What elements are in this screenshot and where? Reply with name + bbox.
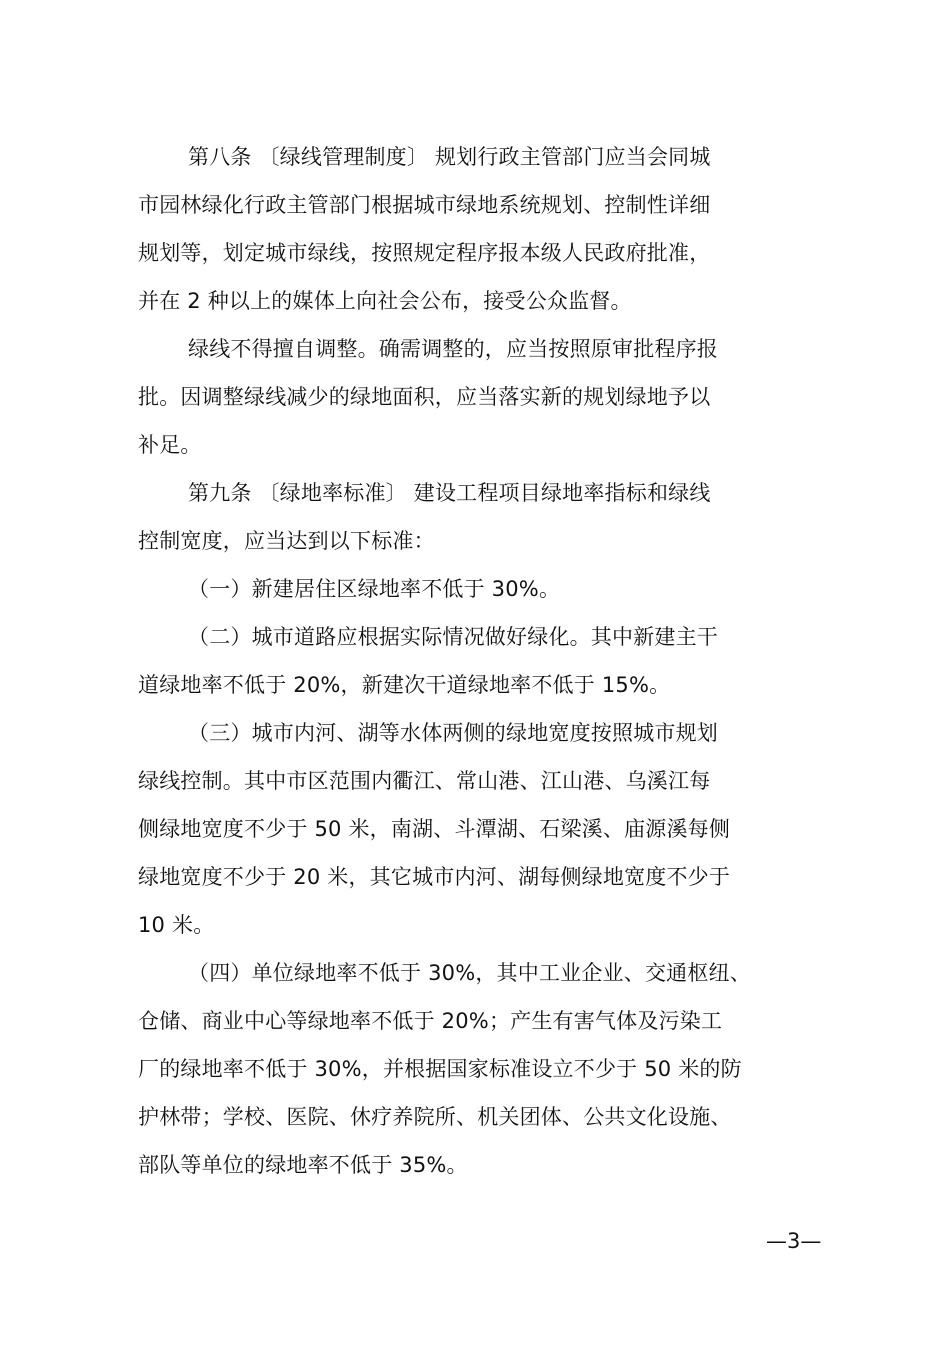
text-line: 并在 2 种以上的媒体上向社会公布，接受公众监督。 [138,289,632,313]
list-item-2-line: （二）城市道路应根据实际情况做好绿化。其中新建主干 [188,625,718,649]
list-item-1-line: （一）新建居住区绿地率不低于 30%。 [188,577,561,601]
text-line: 10 米。 [138,913,215,937]
text-line: 仓储、商业中心等绿地率不低于 20%；产生有害气体及污染工 [138,1009,723,1033]
text-line: 规划等，划定城市绿线，按照规定程序报本级人民政府批准， [138,241,711,265]
list-item-3-line: （三）城市内河、湖等水体两侧的绿地宽度按照城市规划 [188,721,718,745]
list-item-4-line: （四）单位绿地率不低于 30%，其中工业企业、交通枢纽、 [188,961,751,985]
text-line: 厂的绿地率不低于 30%，并根据国家标准设立不少于 50 米的防 [138,1057,742,1081]
page-number: —3— [766,1229,822,1253]
text-line: 绿地宽度不少于 20 米，其它城市内河、湖每侧绿地宽度不少于 [138,865,731,889]
text-line: 绿线控制。其中市区范围内衢江、常山港、江山港、乌溪江每 [138,769,711,793]
text-line: 道绿地率不低于 20%，新建次干道绿地率不低于 15%。 [138,673,671,697]
paragraph-start-line: 绿线不得擅自调整。确需调整的，应当按照原审批程序报 [188,337,718,361]
text-line: 市园林绿化行政主管部门根据城市绿地系统规划、控制性详细 [138,193,711,217]
text-line: 部队等单位的绿地率不低于 35%。 [138,1153,468,1177]
article-9-heading-line: 第九条 〔绿地率标准〕 建设工程项目绿地率指标和绿线 [188,481,711,505]
text-line: 护林带；学校、医院、休疗养院所、机关团体、公共文化设施、 [138,1105,732,1129]
article-8-heading-line: 第八条 〔绿线管理制度〕 规划行政主管部门应当会同城 [188,145,711,169]
text-line: 控制宽度，应当达到以下标准： [138,529,435,553]
text-line: 侧绿地宽度不少于 50 米，南湖、斗潭湖、石梁溪、庙源溪每侧 [138,817,731,841]
text-line: 补足。 [138,433,202,457]
text-line: 批。因调整绿线减少的绿地面积，应当落实新的规划绿地予以 [138,385,711,409]
